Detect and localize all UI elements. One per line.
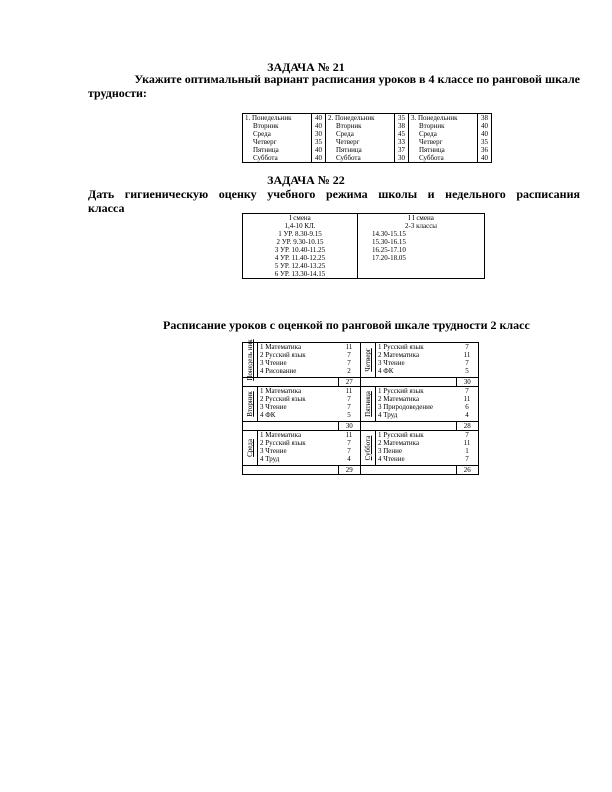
subject-item: 1 Математика <box>260 387 302 395</box>
subject-item: 2 Русский язык <box>260 439 306 447</box>
subject-item: 1 Математика <box>260 431 302 439</box>
subject-item: 2 Математика <box>378 439 420 447</box>
task21-day-cell: Четверг <box>326 138 395 146</box>
schedule-day-total: 28 <box>456 422 479 431</box>
subject-score: 1 <box>465 447 469 455</box>
schedule-scores-cell <box>456 343 479 378</box>
task21-day-cell: Суббота <box>409 154 478 163</box>
subject-score: 7 <box>347 447 351 455</box>
schedule-day-cell <box>361 343 376 378</box>
schedule-table-wrap <box>242 339 479 475</box>
subject-item: 4 Труд <box>378 411 398 419</box>
subject-item: 4 Чтение <box>378 455 405 463</box>
task21-score-cell: 38 <box>395 122 409 130</box>
shift2-cell: 14.30-15.15 <box>358 230 485 238</box>
task21-day-cell: 1. Понедельник <box>243 114 312 123</box>
shift2-cell: 16.25-17.10 <box>358 246 485 254</box>
task22-title: ЗАДАЧА № 22 <box>267 173 345 187</box>
schedule-day-label: Среда <box>246 439 254 457</box>
task21-day-cell: Вторник <box>243 122 312 130</box>
task21-day-cell: Суббота <box>326 154 395 163</box>
task21-score-cell: 45 <box>395 130 409 138</box>
shift2-cell: 17.20-18.05 <box>358 254 485 262</box>
subject-score: 2 <box>347 367 351 375</box>
schedule-total-row <box>243 422 479 431</box>
task21-score-cell: 35 <box>312 138 326 146</box>
task21-day-cell: Среда <box>243 130 312 138</box>
task21-score-cell: 38 <box>478 114 492 123</box>
task21-variants-table-wrap <box>242 113 492 163</box>
task22-text-line2: класса <box>88 201 125 215</box>
shift2-cell: 2-3 классы <box>358 222 485 230</box>
schedule-total-spacer <box>361 378 457 387</box>
task21-row <box>243 130 492 138</box>
subject-score: 7 <box>465 431 469 439</box>
subject-score: 11 <box>463 351 471 359</box>
subject-item: 2 Математика <box>378 395 420 403</box>
shift1-cell: 6 УР. 13.30-14.15 <box>243 270 358 279</box>
task22-row <box>243 270 485 279</box>
schedule-day-cell <box>243 431 258 466</box>
shift2-cell: 15.30-16.15 <box>358 238 485 246</box>
task21-day-cell: Вторник <box>409 122 478 130</box>
task21-score-cell: 30 <box>312 130 326 138</box>
subject-item: 4 ФК <box>378 367 394 375</box>
task21-day-cell: 2. Понедельник <box>326 114 395 123</box>
subject-item: 3 Чтение <box>260 359 287 367</box>
schedule-total-spacer <box>243 378 339 387</box>
task21-day-cell: Пятница <box>243 146 312 154</box>
schedule-day-label: Суббота <box>364 435 372 461</box>
task21-row <box>243 138 492 146</box>
shift2-cell <box>358 262 485 270</box>
subject-item: 2 Математика <box>378 351 420 359</box>
subject-item: 3 Природоведение <box>378 403 433 411</box>
subject-score: 11 <box>463 395 471 403</box>
task21-score-cell: 40 <box>478 130 492 138</box>
task21-day-cell: Среда <box>326 130 395 138</box>
schedule-scores-cell <box>338 387 361 422</box>
subject-score: 5 <box>465 367 469 375</box>
subject-score: 7 <box>465 359 469 367</box>
task21-day-cell: Вторник <box>326 122 395 130</box>
task22-shifts-table-wrap <box>242 213 485 279</box>
schedule-scores-cell <box>456 431 479 466</box>
task21-day-cell: Суббота <box>243 154 312 163</box>
schedule-subjects-cell <box>258 343 339 378</box>
schedule-day-label: Четверг <box>364 348 372 372</box>
subject-item: 2 Русский язык <box>260 351 306 359</box>
subject-item: 3 Чтение <box>260 447 287 455</box>
subject-score: 4 <box>465 411 469 419</box>
task21-day-cell: 3. Понедельник <box>409 114 478 123</box>
schedule-day-label: Пятница <box>364 391 372 417</box>
task22-row <box>243 238 485 246</box>
schedule-day-cell <box>361 387 376 422</box>
subject-score: 4 <box>347 455 351 463</box>
subject-item: 1 Русский язык <box>378 387 424 395</box>
schedule-subjects-cell <box>376 387 457 422</box>
subject-score: 7 <box>465 455 469 463</box>
task21-score-cell: 40 <box>478 154 492 163</box>
schedule-scores-cell <box>456 387 479 422</box>
schedule-day-cell <box>361 431 376 466</box>
subject-item: 4 Труд <box>260 455 280 463</box>
task22-row <box>243 230 485 238</box>
subject-item: 4 Рисование <box>260 367 297 375</box>
task21-text-line1: Укажите оптимальный вариант расписания уроков в 4 классе по ранговой шкале <box>134 72 580 86</box>
task21-score-cell: 35 <box>395 114 409 123</box>
schedule-day-total: 29 <box>338 466 361 475</box>
shift2-cell: I I смена <box>358 214 485 223</box>
shift1-cell: 2 УР. 9.30-10.15 <box>243 238 358 246</box>
subject-score: 7 <box>347 403 351 411</box>
subject-score: 11 <box>345 343 353 351</box>
task21-score-cell: 37 <box>395 146 409 154</box>
task22-row <box>243 214 485 223</box>
task21-score-cell: 40 <box>312 114 326 123</box>
schedule-subjects-cell <box>376 343 457 378</box>
task21-day-cell: Пятница <box>409 146 478 154</box>
task22-text-line1: Дать гигиеническую оценку учебного режима школы и недельного расписания <box>88 187 580 201</box>
subject-item: 2 Русский язык <box>260 395 306 403</box>
subject-score: 7 <box>347 359 351 367</box>
schedule-total-row <box>243 378 479 387</box>
shift1-cell: 1,4-10 КЛ. <box>243 222 358 230</box>
task21-score-cell: 40 <box>312 154 326 163</box>
schedule-total-spacer <box>243 422 339 431</box>
task22-row <box>243 262 485 270</box>
subject-score: 5 <box>347 411 351 419</box>
subject-score: 6 <box>465 403 469 411</box>
schedule-day-cell <box>243 387 258 422</box>
schedule-table <box>242 339 479 475</box>
task21-score-cell: 40 <box>312 146 326 154</box>
schedule-day-label: Вторник <box>246 391 254 417</box>
shift1-cell: 5 УР. 12.40-13.25 <box>243 262 358 270</box>
shift2-cell <box>358 270 485 279</box>
task21-row <box>243 154 492 163</box>
task21-score-cell: 30 <box>395 154 409 163</box>
subject-score: 11 <box>345 431 353 439</box>
task21-row <box>243 146 492 154</box>
schedule-subjects-cell <box>258 431 339 466</box>
schedule-scores-cell <box>338 343 361 378</box>
shift1-cell: I смена <box>243 214 358 223</box>
schedule-total-row <box>243 466 479 475</box>
subject-score: 7 <box>347 395 351 403</box>
task21-row <box>243 114 492 123</box>
schedule-scores-cell <box>338 431 361 466</box>
shift1-cell: 3 УР. 10.40-11.25 <box>243 246 358 254</box>
schedule-row <box>243 343 479 378</box>
task21-score-cell: 40 <box>312 122 326 130</box>
schedule-row <box>243 431 479 466</box>
subject-item: 1 Русский язык <box>378 343 424 351</box>
shift1-cell: 4 УР. 11.40-12.25 <box>243 254 358 262</box>
schedule-day-total: 27 <box>338 378 361 387</box>
schedule-total-spacer <box>361 466 457 475</box>
task21-title: ЗАДАЧА № 21 <box>267 60 345 74</box>
task21-day-cell: Пятница <box>326 146 395 154</box>
task21-score-cell: 35 <box>478 138 492 146</box>
task21-day-cell: Четверг <box>409 138 478 146</box>
subject-score: 11 <box>463 439 471 447</box>
subject-score: 7 <box>465 387 469 395</box>
task22-shifts-table <box>242 213 485 279</box>
subject-score: 7 <box>347 439 351 447</box>
subject-item: 3 Чтение <box>260 403 287 411</box>
schedule-title: Расписание уроков с оценкой по ранговой шкале трудности 2 класс <box>163 318 530 332</box>
schedule-day-total: 30 <box>338 422 361 431</box>
shift1-cell: 1 УР. 8.30-9.15 <box>243 230 358 238</box>
task21-row <box>243 122 492 130</box>
task21-score-cell: 40 <box>478 122 492 130</box>
task22-row <box>243 246 485 254</box>
schedule-row <box>243 387 479 422</box>
schedule-subjects-cell <box>376 431 457 466</box>
task21-score-cell: 36 <box>478 146 492 154</box>
schedule-subjects-cell <box>258 387 339 422</box>
task22-row <box>243 254 485 262</box>
task21-variants-table <box>242 113 492 163</box>
subject-score: 11 <box>345 387 353 395</box>
subject-item: 3 Пение <box>378 447 403 455</box>
schedule-total-spacer <box>243 466 339 475</box>
task21-score-cell: 33 <box>395 138 409 146</box>
schedule-day-cell <box>243 339 258 381</box>
subject-item: 4 ФК <box>260 411 276 419</box>
subject-item: 3 Чтение <box>378 359 405 367</box>
subject-item: 1 Математика <box>260 343 302 351</box>
task22-row <box>243 222 485 230</box>
task21-text-line2: трудности: <box>88 86 147 100</box>
schedule-day-total: 30 <box>456 378 479 387</box>
task21-day-cell: Среда <box>409 130 478 138</box>
task21-day-cell: Четверг <box>243 138 312 146</box>
schedule-total-spacer <box>361 422 457 431</box>
subject-item: 1 Русский язык <box>378 431 424 439</box>
subject-score: 7 <box>347 351 351 359</box>
subject-score: 7 <box>465 343 469 351</box>
schedule-day-total: 26 <box>456 466 479 475</box>
schedule-day-label: Понедель ник <box>246 339 254 381</box>
